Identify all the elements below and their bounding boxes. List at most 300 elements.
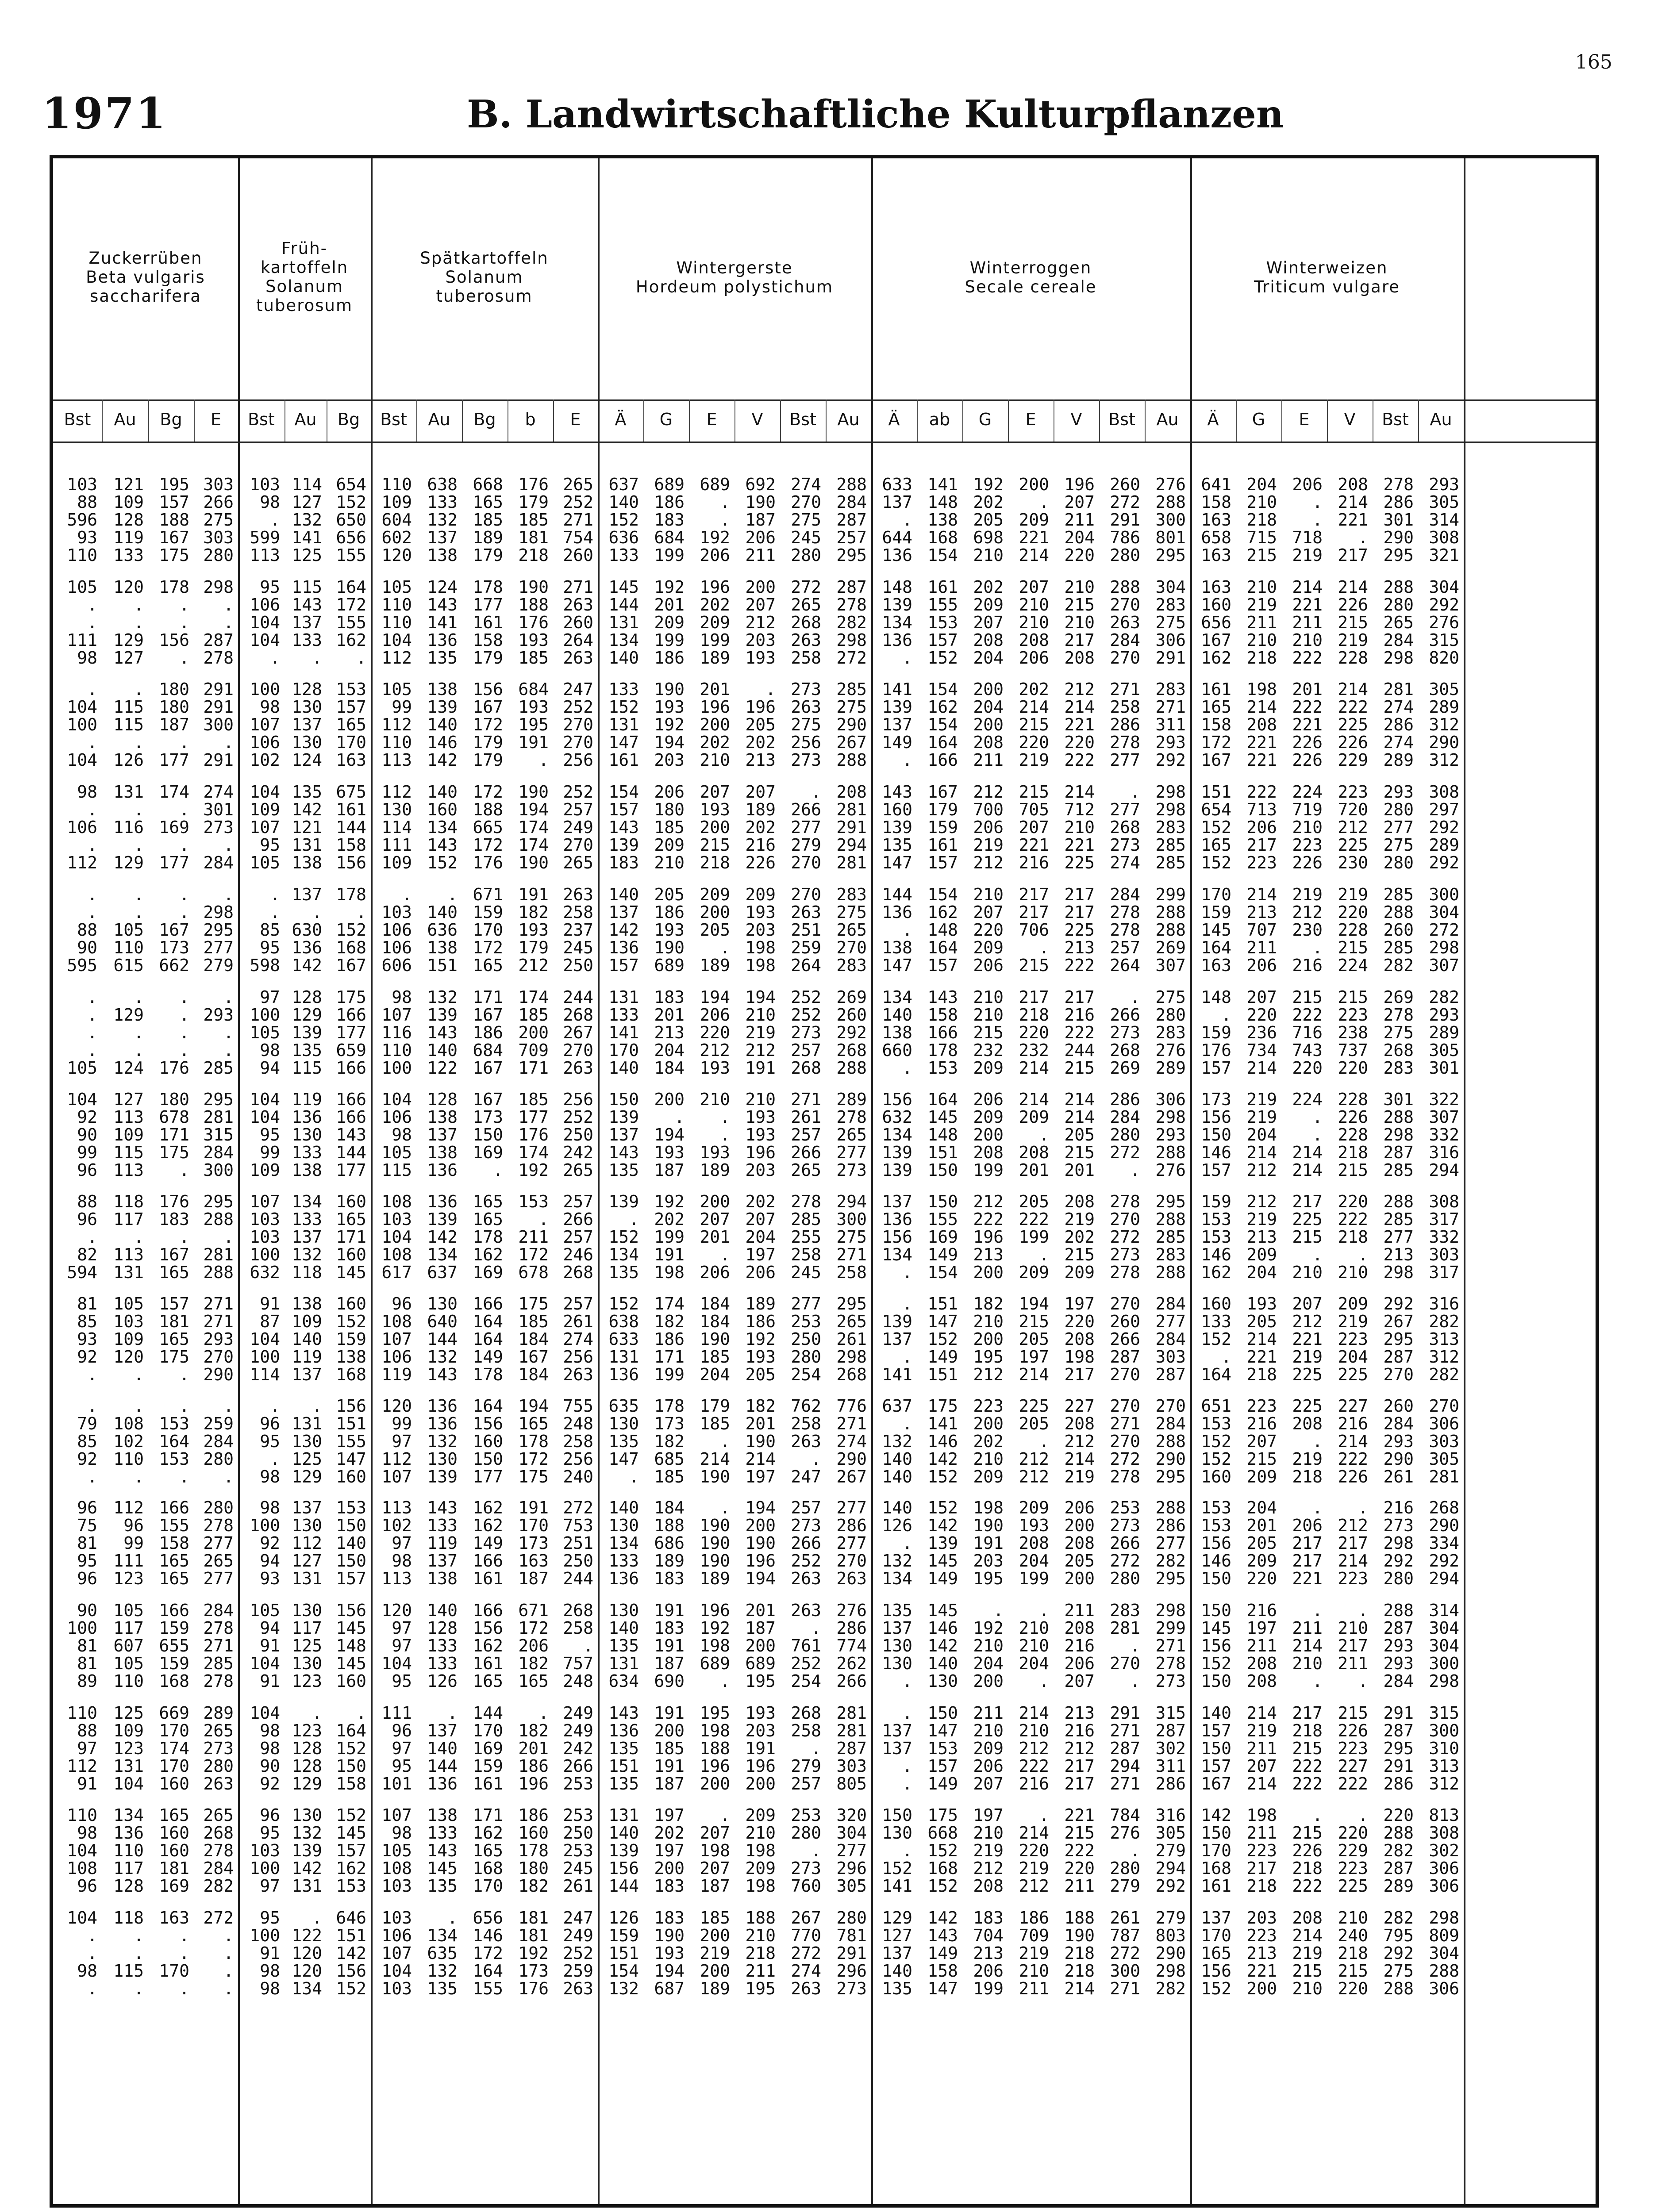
- table-cell: .: [179, 648, 189, 668]
- table-cell: 271: [1110, 1979, 1140, 1998]
- table-cell: 113: [381, 1569, 412, 1588]
- table-cell: 217: [1338, 545, 1368, 565]
- table-cell: .: [87, 1365, 97, 1384]
- table-cell: 304: [1429, 1618, 1459, 1638]
- table-cell: 212: [1292, 1312, 1323, 1331]
- table-cell: 143: [608, 818, 639, 837]
- table-cell: 137: [882, 1618, 912, 1638]
- table-cell: 135: [608, 1774, 639, 1793]
- table-cell: 149: [927, 1569, 958, 1588]
- table-cell: 121: [113, 475, 144, 494]
- column-group-line: Triticum vulgare: [1254, 277, 1400, 296]
- table-cell: .: [1039, 492, 1049, 512]
- table-cell: 288: [1383, 1601, 1414, 1620]
- table-cell: 194: [654, 733, 685, 752]
- table-cell: 202: [700, 595, 730, 614]
- table-cell: 175: [518, 1294, 549, 1313]
- table-cell: 194: [745, 987, 776, 1007]
- table-cell: 90: [77, 1601, 97, 1620]
- table-cell: 223: [1338, 1859, 1368, 1878]
- table-row: [53, 1041, 1596, 1059]
- table-cell: 220: [1064, 1859, 1095, 1878]
- table-cell: 158: [336, 835, 366, 855]
- table-cell: 293: [1383, 1654, 1414, 1673]
- table-cell: 211: [1246, 1739, 1277, 1758]
- table-cell: 211: [518, 1227, 549, 1247]
- table-cell: 265: [836, 920, 867, 940]
- table-cell: .: [902, 1774, 912, 1793]
- table-cell: .: [902, 1533, 912, 1553]
- subcolumn-header: Bst: [1108, 410, 1135, 429]
- table-cell: 98: [77, 648, 97, 668]
- table-cell: 268: [563, 1601, 593, 1620]
- table-cell: 217: [1246, 835, 1277, 855]
- table-cell: .: [1039, 1601, 1049, 1620]
- table-cell: 153: [927, 1058, 958, 1078]
- table-row: [53, 1432, 1596, 1450]
- table-cell: 126: [427, 1671, 458, 1691]
- column-group-winterweizen: [1190, 258, 1464, 296]
- table-cell: 137: [427, 1721, 458, 1740]
- table-cell: 218: [1338, 1227, 1368, 1247]
- table-cell: 263: [791, 1569, 821, 1588]
- table-cell: 213: [1383, 1245, 1414, 1264]
- table-cell: 135: [427, 648, 458, 668]
- table-cell: 139: [427, 697, 458, 717]
- table-cell: 273: [791, 1859, 821, 1878]
- table-cell: 292: [836, 1023, 867, 1042]
- table-cell: 151: [608, 1756, 639, 1776]
- table-cell: 148: [927, 920, 958, 940]
- table-cell: 249: [563, 818, 593, 837]
- table-cell: 258: [836, 1263, 867, 1282]
- table-cell: 294: [836, 835, 867, 855]
- table-cell: 209: [745, 1805, 776, 1825]
- table-cell: 93: [77, 528, 97, 547]
- table-cell: 220: [1064, 1312, 1095, 1331]
- table-cell: 104: [250, 782, 280, 802]
- table-cell: 166: [473, 1551, 503, 1571]
- table-cell: 150: [473, 1449, 503, 1469]
- subcolumn-header: E: [570, 410, 581, 429]
- table-cell: 222: [1338, 697, 1368, 717]
- table-cell: 104: [250, 1329, 280, 1349]
- table-cell: 104: [250, 1654, 280, 1673]
- table-cell: 136: [882, 1210, 912, 1229]
- table-cell: 287: [1383, 1143, 1414, 1162]
- table-cell: 285: [203, 1654, 234, 1673]
- table-cell: 289: [1383, 1876, 1414, 1896]
- table-cell: 223: [1292, 835, 1323, 855]
- table-cell: 110: [113, 1449, 144, 1469]
- table-cell: 95: [260, 1125, 280, 1144]
- table-cell: 152: [927, 1841, 958, 1860]
- table-cell: 204: [1019, 1551, 1049, 1571]
- table-cell: 269: [836, 987, 867, 1007]
- table-cell: 110: [381, 475, 412, 494]
- table-cell: 222: [1064, 956, 1095, 975]
- table-cell: 787: [1110, 1926, 1140, 1945]
- table-cell: 268: [563, 1263, 593, 1282]
- table-cell: 133: [292, 1210, 322, 1229]
- table-cell: 130: [608, 1516, 639, 1535]
- table-cell: 263: [836, 1569, 867, 1588]
- table-cell: 152: [336, 920, 366, 940]
- table-cell: 172: [518, 1618, 549, 1638]
- table-cell: 200: [654, 1859, 685, 1878]
- table-cell: 245: [791, 1263, 821, 1282]
- table-cell: .: [720, 1671, 730, 1691]
- table-cell: 205: [973, 510, 1004, 530]
- table-cell: .: [87, 733, 97, 752]
- table-cell: 99: [392, 1414, 412, 1433]
- table-cell: 161: [1201, 1876, 1231, 1896]
- table-cell: 692: [745, 475, 776, 494]
- table-cell: 191: [518, 885, 549, 904]
- table-cell: 266: [1110, 1005, 1140, 1025]
- table-cell: 144: [608, 1876, 639, 1896]
- table-cell: 261: [563, 1312, 593, 1331]
- table-cell: 293: [203, 1329, 234, 1349]
- table-cell: 147: [882, 956, 912, 975]
- table-cell: 283: [1155, 1023, 1186, 1042]
- table-cell: 104: [381, 1654, 412, 1673]
- table-cell: 129: [292, 1467, 322, 1486]
- table-cell: 144: [608, 595, 639, 614]
- table-cell: 122: [427, 1058, 458, 1078]
- table-cell: 286: [836, 1516, 867, 1535]
- table-cell: 689: [700, 475, 730, 494]
- table-cell: 220: [1019, 1023, 1049, 1042]
- table-cell: 221: [1064, 835, 1095, 855]
- table-cell: .: [312, 1908, 322, 1928]
- table-cell: 156: [473, 1414, 503, 1433]
- table-cell: 194: [700, 987, 730, 1007]
- table-row: [53, 956, 1596, 974]
- table-cell: 278: [1110, 1467, 1140, 1486]
- table-cell: 151: [608, 1943, 639, 1963]
- table-cell: 212: [973, 782, 1004, 802]
- table-cell: 111: [381, 1703, 412, 1723]
- table-cell: 222: [1338, 1210, 1368, 1229]
- table-cell: .: [674, 1107, 685, 1127]
- table-cell: 152: [608, 510, 639, 530]
- table-cell: 222: [1292, 1756, 1323, 1776]
- table-cell: 200: [1019, 475, 1049, 494]
- table-cell: 296: [836, 1859, 867, 1878]
- table-cell: 136: [427, 630, 458, 650]
- table-cell: 144: [336, 1143, 366, 1162]
- table-cell: 271: [1110, 680, 1140, 699]
- table-cell: 281: [1383, 680, 1414, 699]
- table-cell: 298: [1155, 1601, 1186, 1620]
- table-cell: 209: [1019, 1263, 1049, 1282]
- table-cell: 304: [1429, 1943, 1459, 1963]
- table-cell: 317: [1429, 1263, 1459, 1282]
- table-cell: 296: [836, 1961, 867, 1981]
- table-cell: 285: [1383, 938, 1414, 957]
- subcolumn-header: G: [659, 410, 673, 429]
- table-cell: 183: [608, 853, 639, 872]
- table-cell: 295: [1155, 545, 1186, 565]
- table-cell: 226: [1338, 1721, 1368, 1740]
- table-cell: 187: [654, 1774, 685, 1793]
- table-cell: 183: [654, 987, 685, 1007]
- table-cell: 607: [113, 1636, 144, 1655]
- table-cell: 114: [381, 818, 412, 837]
- table-cell: 222: [1338, 1449, 1368, 1469]
- subcolumn-header: V: [1070, 410, 1082, 429]
- table-cell: .: [902, 1347, 912, 1367]
- table-cell: 217: [1338, 1636, 1368, 1655]
- table-cell: 130: [292, 1432, 322, 1451]
- table-cell: 111: [381, 835, 412, 855]
- table-cell: 258: [791, 648, 821, 668]
- table-cell: 131: [608, 1805, 639, 1825]
- table-cell: 212: [745, 613, 776, 632]
- table-cell: 90: [260, 1756, 280, 1776]
- table-cell: 175: [927, 1396, 958, 1416]
- table-cell: 152: [927, 1876, 958, 1896]
- table-row: [53, 596, 1596, 614]
- table-cell: .: [270, 885, 280, 904]
- table-cell: 97: [392, 1618, 412, 1638]
- table-cell: 173: [159, 938, 189, 957]
- column-group-line: Spätkartoffeln: [420, 249, 549, 268]
- table-cell: 204: [1246, 1263, 1277, 1282]
- table-cell: 187: [745, 1618, 776, 1638]
- table-cell: 207: [973, 902, 1004, 922]
- table-cell: 219: [1064, 1467, 1095, 1486]
- table-cell: 99: [77, 1143, 97, 1162]
- table-cell: 109: [113, 1125, 144, 1144]
- table-cell: 181: [159, 1859, 189, 1878]
- table-cell: 220: [1383, 1805, 1414, 1825]
- table-cell: .: [1312, 1245, 1323, 1264]
- table-cell: 313: [1429, 1329, 1459, 1349]
- table-cell: 107: [381, 1005, 412, 1025]
- table-row: [53, 1672, 1596, 1690]
- table-cell: 260: [563, 613, 593, 632]
- table-cell: 108: [67, 1859, 97, 1878]
- table-cell: 180: [654, 800, 685, 819]
- table-cell: 273: [1110, 1023, 1140, 1042]
- table-cell: 95: [260, 1823, 280, 1843]
- subcolumn-header: Bst: [64, 410, 91, 429]
- table-cell: 270: [563, 733, 593, 752]
- table-cell: 290: [1383, 1449, 1414, 1469]
- table-cell: 200: [745, 1636, 776, 1655]
- table-cell: 306: [1155, 630, 1186, 650]
- table-cell: .: [87, 902, 97, 922]
- table-cell: 209: [1246, 1245, 1277, 1264]
- table-cell: 305: [1429, 492, 1459, 512]
- table-cell: 115: [113, 697, 144, 717]
- table-cell: 211: [973, 1703, 1004, 1723]
- table-cell: 294: [1155, 1859, 1186, 1878]
- table-cell: 280: [791, 545, 821, 565]
- table-cell: 152: [927, 1329, 958, 1349]
- table-cell: 131: [608, 715, 639, 734]
- table-cell: 112: [67, 853, 97, 872]
- table-cell: 208: [836, 782, 867, 802]
- table-cell: 199: [1019, 1227, 1049, 1247]
- table-cell: .: [1312, 510, 1323, 530]
- table-cell: 97: [392, 1739, 412, 1758]
- table-cell: 292: [1155, 1876, 1186, 1896]
- table-cell: 140: [336, 1533, 366, 1553]
- table-cell: 95: [260, 835, 280, 855]
- table-cell: 298: [1155, 782, 1186, 802]
- table-cell: 95: [260, 1908, 280, 1928]
- table-cell: 98: [392, 1125, 412, 1144]
- table-cell: 654: [1201, 800, 1231, 819]
- table-cell: 159: [336, 1329, 366, 1349]
- table-cell: .: [402, 885, 412, 904]
- table-cell: 606: [381, 956, 412, 975]
- table-cell: 163: [1201, 577, 1231, 597]
- table-cell: 292: [1429, 1551, 1459, 1571]
- table-cell: 221: [1246, 750, 1277, 770]
- table-cell: 755: [563, 1396, 593, 1416]
- table-cell: 220: [1019, 733, 1049, 752]
- table-cell: 88: [77, 492, 97, 512]
- table-cell: 152: [336, 1739, 366, 1758]
- table-cell: 184: [700, 1312, 730, 1331]
- table-cell: 217: [1292, 1703, 1323, 1723]
- table-cell: 85: [260, 920, 280, 940]
- table-cell: 223: [1246, 853, 1277, 872]
- table-cell: 183: [973, 1908, 1004, 1928]
- table-cell: 166: [159, 1601, 189, 1620]
- table-cell: 142: [292, 956, 322, 975]
- table-row: [53, 1330, 1596, 1348]
- table-cell: 172: [473, 715, 503, 734]
- table-cell: 277: [203, 1533, 234, 1553]
- table-cell: 219: [1019, 1859, 1049, 1878]
- table-cell: 141: [608, 1023, 639, 1042]
- table-cell: 264: [563, 630, 593, 650]
- table-cell: 290: [1429, 733, 1459, 752]
- table-cell: 263: [791, 697, 821, 717]
- table-cell: .: [356, 1703, 366, 1723]
- table-cell: 795: [1383, 1926, 1414, 1945]
- table-cell: 129: [113, 630, 144, 650]
- table-cell: 139: [608, 1192, 639, 1211]
- table-cell: .: [134, 1041, 144, 1060]
- table-cell: 221: [1019, 528, 1049, 547]
- table-cell: 279: [1155, 1841, 1186, 1860]
- table-cell: 182: [518, 902, 549, 922]
- table-cell: 185: [518, 648, 549, 668]
- table-cell: 134: [427, 1245, 458, 1264]
- table-cell: 208: [1064, 1329, 1095, 1349]
- table-cell: 164: [159, 1432, 189, 1451]
- table-cell: 277: [203, 1569, 234, 1588]
- table-cell: 137: [882, 1329, 912, 1349]
- table-cell: 301: [203, 800, 234, 819]
- table-cell: 204: [1019, 1654, 1049, 1673]
- table-cell: 277: [1155, 1312, 1186, 1331]
- column-group-zuckerrueben: [53, 249, 238, 306]
- table-cell: 209: [973, 595, 1004, 614]
- table-cell: 266: [563, 1756, 593, 1776]
- table-cell: 803: [1155, 1926, 1186, 1945]
- table-cell: 197: [973, 1805, 1004, 1825]
- table-cell: 208: [1246, 1671, 1277, 1691]
- table-cell: 261: [1110, 1908, 1140, 1928]
- table-cell: 150: [927, 1703, 958, 1723]
- table-cell: 127: [113, 1090, 144, 1109]
- table-cell: 287: [1383, 1721, 1414, 1740]
- table-cell: 295: [836, 1294, 867, 1313]
- table-cell: 139: [927, 1533, 958, 1553]
- table-cell: .: [223, 733, 234, 752]
- table-cell: .: [179, 613, 189, 632]
- table-cell: 204: [973, 648, 1004, 668]
- table-cell: 146: [427, 733, 458, 752]
- table-cell: 158: [159, 1533, 189, 1553]
- table-cell: 141: [882, 680, 912, 699]
- table-cell: 293: [1383, 1432, 1414, 1451]
- table-cell: 286: [1110, 1090, 1140, 1109]
- table-cell: 689: [654, 475, 685, 494]
- table-cell: 156: [1201, 1107, 1231, 1127]
- table-cell: 98: [77, 1961, 97, 1981]
- table-cell: 186: [654, 1329, 685, 1349]
- table-cell: .: [179, 1926, 189, 1945]
- table-cell: 167: [336, 956, 366, 975]
- table-cell: 288: [1155, 1143, 1186, 1162]
- column-group-line: saccharifera: [90, 287, 201, 306]
- table-cell: 809: [1429, 1926, 1459, 1945]
- table-cell: 219: [1338, 885, 1368, 904]
- table-cell: 258: [563, 1618, 593, 1638]
- table-cell: 211: [1246, 1636, 1277, 1655]
- table-cell: 204: [1064, 528, 1095, 547]
- table-cell: 270: [563, 715, 593, 734]
- table-cell: .: [312, 1703, 322, 1723]
- table-cell: 133: [427, 1654, 458, 1673]
- table-cell: .: [720, 1245, 730, 1264]
- table-cell: .: [134, 1023, 144, 1042]
- table-cell: 215: [1064, 595, 1095, 614]
- table-cell: 130: [292, 733, 322, 752]
- table-cell: 273: [1110, 835, 1140, 855]
- table-cell: .: [1312, 1671, 1323, 1691]
- table-cell: 140: [608, 492, 639, 512]
- table-cell: 137: [1201, 1908, 1231, 1928]
- table-cell: 218: [1292, 1721, 1323, 1740]
- table-cell: 216: [1019, 853, 1049, 872]
- table-cell: 167: [159, 920, 189, 940]
- table-cell: 123: [292, 1721, 322, 1740]
- table-cell: 221: [1292, 1569, 1323, 1588]
- table-cell: 147: [927, 1312, 958, 1331]
- table-cell: 128: [292, 1739, 322, 1758]
- table-cell: 192: [518, 1943, 549, 1963]
- table-cell: 155: [336, 545, 366, 565]
- table-cell: 206: [1246, 956, 1277, 975]
- table-cell: 300: [1110, 1961, 1140, 1981]
- table-cell: 253: [563, 1841, 593, 1860]
- table-cell: 174: [518, 835, 549, 855]
- table-cell: 275: [791, 715, 821, 734]
- table-cell: 250: [563, 1125, 593, 1144]
- table-cell: 136: [427, 1774, 458, 1793]
- column-group-line: Solanum: [265, 277, 344, 296]
- table-cell: 191: [745, 1058, 776, 1078]
